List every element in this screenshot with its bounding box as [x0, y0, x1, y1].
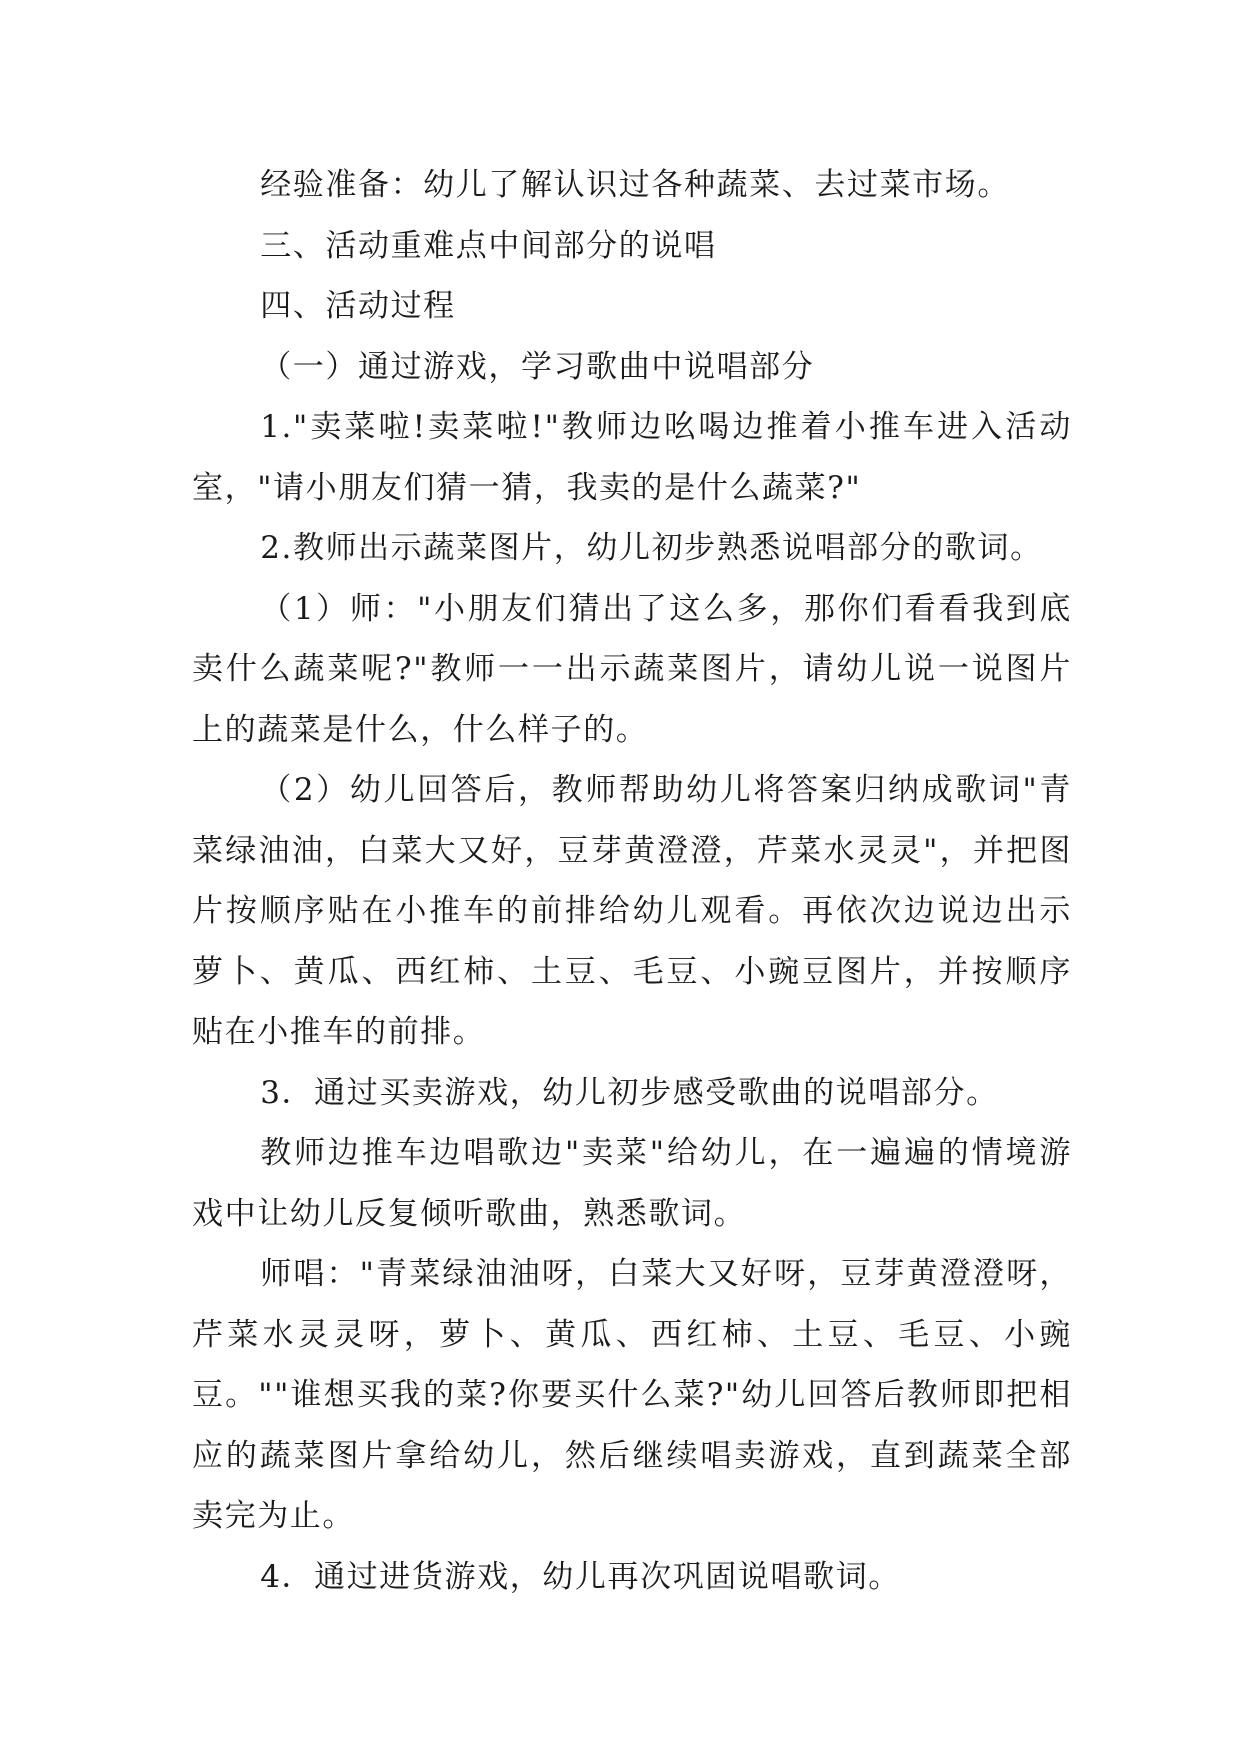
- document-body: [192, 155, 1072, 1607]
- paragraph-step-3: 3．通过买卖游戏，幼儿初步感受歌曲的说唱部分。: [260, 1074, 999, 1111]
- paragraph-step-2-2: （2）幼儿回答后，教师帮助幼儿将答案归纳成歌词"青菜绿油油，白菜大又好，豆芽黄澄澄，芹菜水灵灵"，并把图片按顺序贴在小推车的前排给幼儿观看。再依次边说边出示萝卜、黄瓜、西红柿、土豆、毛豆、小豌豆图片，并按顺序贴在小推车的前排。: [192, 772, 1072, 1050]
- paragraph-step-2: 2.教师出示蔬菜图片，幼儿初步熟悉说唱部分的歌词。: [260, 530, 1043, 566]
- paragraph-step-3-detail: 教师边推车边唱歌边"卖菜"给幼儿，在一遍遍的情境游戏中让幼儿反复倾听歌曲，熟悉歌词。: [192, 1135, 1072, 1232]
- heading-key-difficulties: 三、活动重难点中间部分的说唱: [260, 227, 717, 264]
- paragraph-teacher-song: 师唱："青菜绿油油呀，白菜大又好呀，豆芽黄澄澄呀，芹菜水灵灵呀，萝卜、黄瓜、西红柿、土豆、毛豆、小豌豆。""谁想买我的菜?你要买什么菜?"幼儿回答后教师即把相应的蔬菜图片拿给幼儿，然后继续唱卖游戏，直到蔬菜全部卖完为止。: [192, 1256, 1072, 1534]
- paragraph-step-2-1: （1）师："小朋友们猜出了这么多，那你们看看我到底卖什么蔬菜呢?"教师一一出示蔬菜图片，请幼儿说一说图片上的蔬菜是什么，什么样子的。: [192, 590, 1072, 748]
- paragraph-step-4: 4．通过进货游戏，幼儿再次巩固说唱歌词。: [260, 1558, 901, 1595]
- paragraph-step-1: 1."卖菜啦!卖菜啦!"教师边吆喝边推着小推车进入活动室，"请小朋友们猜一猜，我卖的是什么蔬菜?": [192, 409, 1072, 506]
- heading-activity-process: 四、活动过程: [260, 288, 456, 324]
- subheading-game-learning: （一）通过游戏，学习歌曲中说唱部分: [260, 348, 815, 385]
- paragraph-experience-prep: 经验准备：幼儿了解认识过各种蔬菜、去过菜市场。: [260, 167, 1010, 203]
